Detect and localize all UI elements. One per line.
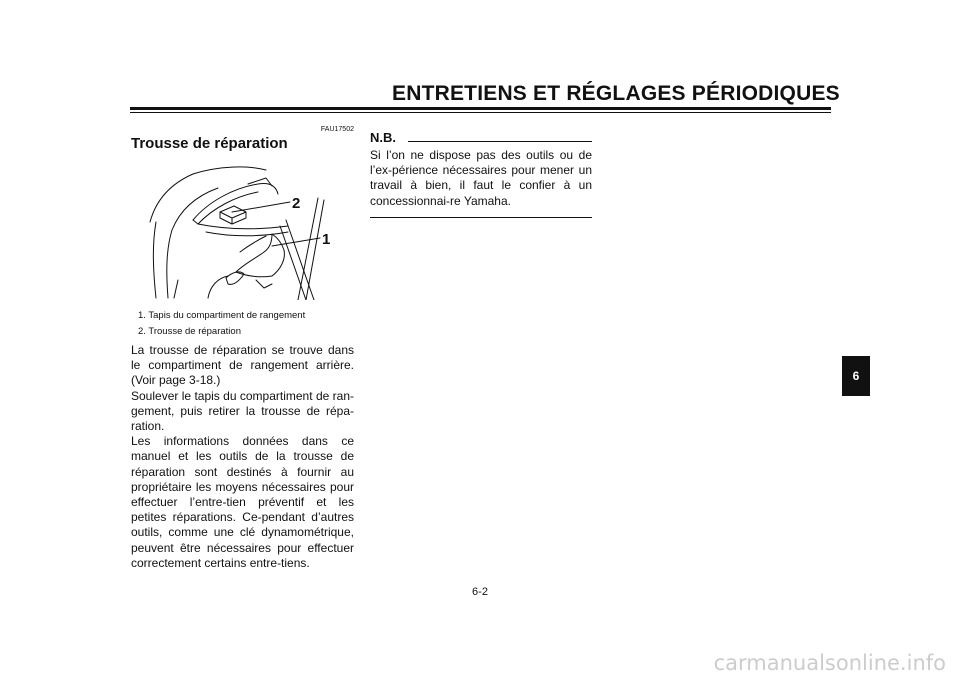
header-rule-thick (130, 107, 831, 110)
note-box (370, 130, 592, 218)
callout-2: 2 (292, 195, 301, 212)
note-end-rule (370, 217, 592, 218)
page-number: 6-2 (472, 586, 488, 598)
page-header-title: ENTRETIENS ET RÉGLAGES PÉRIODIQUES (392, 82, 840, 105)
paragraph-location: La trousse de réparation se trouve dans le compartiment de rangement arrière. (Voir page 3-18.) (131, 343, 354, 388)
watermark: carmanualsonline.info (713, 651, 946, 675)
header-rule-thin (130, 112, 831, 113)
note-text: Si l’on ne dispose pas des outils ou de l’ex-périence nécessaires pour mener un travail à bien, il faut le confier à un concessionnai-re Yamaha. (370, 148, 592, 208)
note-header (370, 130, 592, 145)
section-title: Trousse de réparation (131, 135, 288, 152)
paragraph-information: Les informations données dans ce manuel et les outils de la trousse de réparation sont destinés à fournir au propriétaire les moyens nécessaires pour effectuer l’entre-tien préventif et les petites réparations. Ce-pendant d’autres outils, comme une clé dynamométrique, peuvent être nécessaires pour effectuer correctement certains entre-tiens. (131, 434, 354, 570)
note-header-rule (408, 140, 592, 142)
reference-code: FAU17502 (320, 126, 354, 133)
note-title: N.B. (370, 130, 396, 145)
body-text (131, 343, 354, 571)
caption-storage-mat: 1. Tapis du compartiment de rangement (138, 310, 306, 321)
caption-repair-kit: 2. Trousse de réparation (138, 326, 241, 337)
storage-compartment-drawing (148, 160, 354, 300)
chapter-tab: 6 (842, 356, 870, 396)
callout-1: 1 (322, 231, 331, 248)
repair-kit-illustration (148, 160, 354, 300)
figure-captions (138, 308, 358, 340)
paragraph-removal: Soulever le tapis du compartiment de ran-gement, puis retirer la trousse de répa-ration. (131, 388, 354, 434)
